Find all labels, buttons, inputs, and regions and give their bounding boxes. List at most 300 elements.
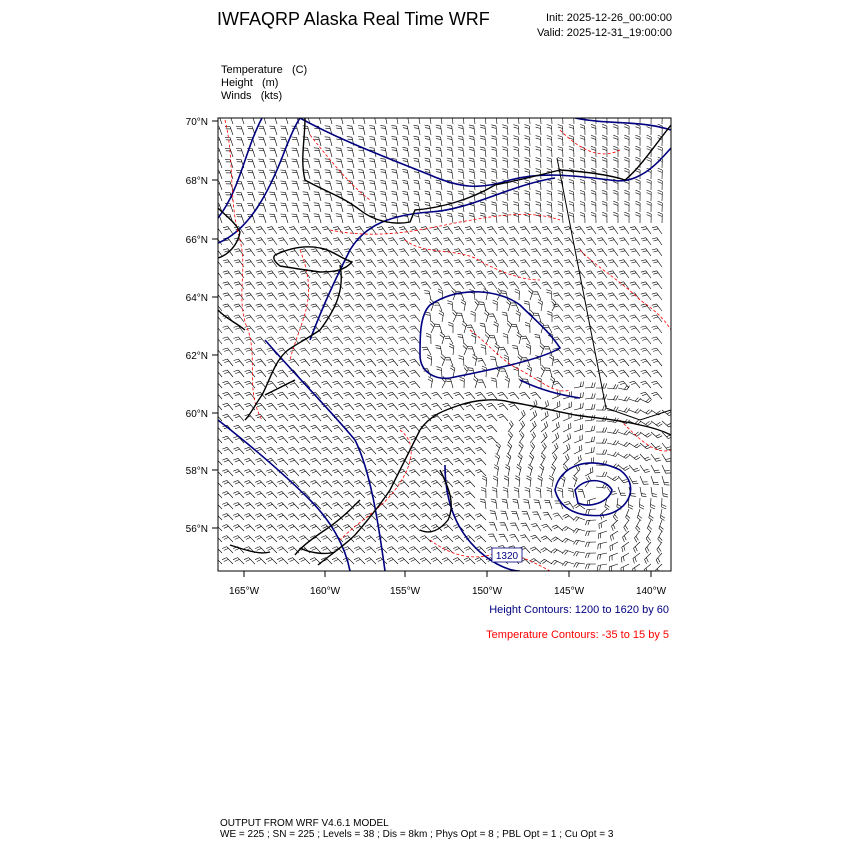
wind-barb [388,403,399,410]
wind-barb [525,191,531,201]
wind-barb [608,260,618,267]
wind-barb [597,348,607,355]
wind-barb [266,491,277,498]
wind-barb [608,227,618,234]
wind-barb [658,113,663,124]
wind-barb [597,282,607,289]
wind-barb [461,300,466,311]
wind-barb [575,370,585,377]
wind-barb [541,536,552,542]
wind-barb [531,260,541,267]
wind-barb [509,282,519,289]
wind-barb [409,536,420,542]
wind-barb [432,403,443,410]
wind-barb [591,201,596,212]
wind-barb [607,440,619,445]
wind-barb [618,408,630,413]
wind-barb [498,260,508,267]
wind-barb [552,443,558,454]
wind-barb [525,202,531,212]
lat-label: 64°N [185,293,208,304]
wind-barb [506,299,511,311]
wind-barb [245,249,255,256]
wind-barb [387,525,398,532]
wind-barb [332,491,343,498]
wind-barb [255,536,266,542]
wind-barb [366,282,376,289]
wind-barb [645,542,651,553]
wind-barb [365,547,376,553]
wind-barb [410,282,420,289]
wind-barb [310,447,321,454]
wind-barb [258,214,266,223]
longitude-labels [229,571,667,597]
init-time: Init: 2025-12-26_00:00:00 [546,12,672,24]
wind-barb [409,503,420,510]
wind-barb [541,548,552,553]
wind-barb [523,500,530,510]
wind-barb [391,169,398,179]
wind-barb [358,137,365,147]
wind-barb [325,181,332,190]
wind-barb [610,531,618,541]
wind-barb [563,514,574,520]
wind-barb [439,311,444,323]
wind-barb [469,213,475,223]
wind-barb [513,147,519,157]
wind-barb [442,414,453,421]
wind-barb [314,170,321,179]
wind-barb [321,480,332,487]
wind-barb [534,500,541,509]
wind-barb [380,125,387,135]
wind-barb [310,525,321,532]
wind-barb [491,213,497,223]
wind-barb [453,469,464,476]
wind-barb [658,124,663,135]
wind-barb [564,271,574,278]
wind-barb [300,304,310,311]
wind-barb [564,326,574,333]
wind-barb [431,425,442,432]
wind-barb [608,326,618,333]
wind-barb [288,558,299,564]
wind-barb [245,271,255,278]
wind-barb [211,503,222,510]
wind-barb [485,332,490,344]
wind-barb [487,227,497,234]
wind-barb [277,480,288,487]
wind-barb [288,491,299,498]
wind-barb [266,525,277,532]
wind-barb [465,271,475,278]
wind-barb [454,238,464,245]
wind-barb [414,191,421,201]
wind-barb [358,170,365,180]
wind-barb [398,425,409,432]
wind-barb [558,213,563,224]
wind-barb [310,458,321,465]
wind-barb [426,333,431,344]
wind-barb [580,201,585,212]
wind-barb [662,465,671,473]
wind-barb [388,260,398,267]
wind-barb [491,125,497,135]
wind-barb [619,249,629,256]
wind-barb [480,158,486,168]
wind-barb [547,147,552,158]
wind-barb [269,203,277,212]
wind-barb [233,447,244,454]
wind-barb [519,442,524,454]
wind-barb [211,491,222,498]
wind-barb [410,326,420,333]
wind-barb [377,260,387,267]
wind-barb [442,558,453,564]
wind-barbs [211,113,673,575]
wind-barb [211,436,222,443]
wind-barb [475,414,486,421]
wind-barb [425,125,431,135]
wind-barb [602,124,607,135]
wind-barb [344,337,354,344]
wind-barb [245,238,255,245]
wind-barb [247,181,255,190]
wind-barb [354,491,365,498]
wind-barb [574,455,581,465]
wind-barb [222,547,233,553]
wind-barb [551,549,563,553]
wind-barb [398,491,409,498]
wind-barb [347,159,354,168]
wind-barb [332,425,343,432]
wind-barb [458,147,464,157]
wind-barb [223,304,233,311]
wind-barb [211,447,222,454]
wind-barb [380,114,387,124]
wind-barb [575,260,585,267]
wind-barb [422,347,431,355]
wind-barb [569,146,574,157]
wind-barb [619,359,629,366]
wind-barb [292,148,300,157]
wind-barb [436,147,442,157]
wind-barb [377,381,388,388]
wind-barb [256,348,266,355]
wind-barb [488,534,497,542]
wind-barb [531,282,541,289]
wind-barb [585,553,596,558]
wind-barb [277,458,288,465]
lon-label: 155°W [389,586,421,597]
wind-barb [586,293,596,300]
wind-barb [469,180,475,190]
wind-barb [421,403,432,410]
wind-barb [517,332,522,344]
wind-barb [490,511,497,520]
wind-barb [377,227,387,234]
wind-barb [310,491,321,498]
wind-barb [464,525,475,532]
wind-barb [409,425,420,432]
wind-barb [544,500,552,509]
lon-label: 165°W [228,586,260,597]
wind-barb [536,202,541,212]
wind-barb [431,514,442,521]
wind-barb [636,190,641,201]
wind-barb [558,136,563,147]
wind-barb [300,348,310,355]
wind-barb [376,469,387,476]
wind-barb [476,392,487,399]
wind-barb [399,348,409,355]
wind-barb [299,425,310,432]
wind-barb [358,181,365,191]
wind-barb [513,114,519,124]
wind-barb [630,359,640,366]
wind-barb [280,192,288,201]
wind-barb [233,425,244,432]
wind-barb [288,536,299,542]
wind-barb [446,379,453,388]
wind-barb [608,348,618,355]
wind-barb [551,560,563,565]
wind-barb [280,115,288,124]
wind-barb [436,367,442,377]
wind-barb [562,527,574,532]
wind-barb [369,203,376,213]
wind-barb [558,114,563,125]
wind-barb [288,514,299,521]
wind-barb [465,392,476,399]
wind-barb [531,227,541,234]
wind-barb [547,114,552,125]
wind-barb [310,414,321,421]
wind-barb [398,447,409,454]
wind-barb [507,442,512,454]
wind-barb [436,125,442,135]
wind-barb [267,293,277,300]
wind-barb [300,392,311,399]
wind-barb [222,480,233,487]
wind-barb [591,157,596,168]
wind-barb [244,491,255,498]
wind-barb [420,458,431,465]
wind-barb [376,480,387,487]
wind-barb [428,377,433,388]
wind-barb [539,464,544,476]
lat-label: 70°N [185,117,208,128]
wind-barb [299,525,310,532]
wind-barb [332,436,343,443]
map-frame [218,118,671,571]
wind-barb [369,159,376,169]
wind-barb [563,433,571,443]
wind-barb [536,125,541,135]
wind-barb [553,381,564,388]
wind-barb [212,249,222,256]
wind-barb [269,137,277,146]
contour-label-box [492,548,522,562]
wind-barb [236,115,244,124]
wind-barb [289,227,299,234]
wind-barb [278,337,288,344]
wind-barb [266,447,277,454]
wind-barb [480,136,486,146]
wind-barb [410,304,420,311]
wind-barb [489,523,497,532]
wind-barb [278,392,289,399]
wind-barb [211,480,222,487]
wind-barb [325,203,332,212]
wind-barb [483,289,488,301]
wind-barb [410,337,420,344]
wind-barb [491,499,497,509]
wind-barb [652,282,662,289]
wind-barb [618,430,630,435]
wind-barb [256,293,266,300]
wind-barb [311,249,321,256]
wind-barb [233,480,244,487]
wind-barb [289,315,299,322]
wind-barb [630,227,640,234]
wind-barb [332,558,343,564]
wind-barb [376,458,387,465]
wind-barb [531,392,542,399]
wind-barb [564,348,574,355]
wind-barb [277,514,288,521]
wind-barb [458,158,464,168]
wind-barb [569,190,574,201]
wind-barb [325,170,332,179]
wind-barb [464,480,475,487]
wind-barb [344,348,354,355]
wind-barb [498,249,508,256]
wind-barb [366,326,376,333]
wind-barb [591,124,596,135]
wind-barb [332,458,343,465]
height-contours [218,118,671,571]
wind-barb [542,524,553,531]
wind-barb [624,146,629,157]
latitude-labels [186,117,218,535]
wind-barb [420,536,431,542]
wind-barb [465,249,475,256]
wind-barb [464,469,475,476]
wind-barb [225,126,233,135]
wind-barb [517,464,522,476]
wind-barb [519,432,524,444]
wind-barb [619,326,629,333]
wind-barb [321,469,332,476]
wind-barb [480,499,486,509]
wind-barb [267,271,277,278]
wind-barb [388,271,398,278]
wind-barb [608,238,618,245]
wind-barb [410,271,420,278]
wind-barb [255,425,266,432]
wind-barb [443,392,454,399]
wind-barb [574,552,585,557]
wind-barb [288,503,299,510]
wind-barb [532,512,541,520]
wind-barb [477,358,486,366]
wind-barb [212,392,223,399]
wind-barb [234,392,245,399]
wind-barb [398,558,409,564]
wind-barb [656,564,663,575]
wind-barb [563,444,570,454]
wind-barb [236,126,244,135]
wind-barb [245,359,255,366]
wind-barb [366,381,377,388]
wind-barb [514,487,519,498]
wind-barb [256,249,266,256]
wind-barb [355,337,365,344]
wind-barb [553,238,563,245]
wind-barb [399,381,410,388]
wind-barb [591,135,596,146]
wind-barb [564,315,574,322]
wind-barb [465,238,475,245]
wind-barb [233,536,244,542]
wind-barb [624,135,629,146]
wind-barb [509,249,519,256]
wind-barb [310,514,321,521]
wind-barb [211,414,222,421]
wind-barb [649,509,654,521]
wind-barb [420,503,431,510]
wind-barb [586,238,596,245]
wind-barb [442,425,453,432]
wind-barb [211,558,222,564]
wind-barb [498,282,508,289]
wind-barb [355,249,365,256]
wind-barb [580,190,585,201]
wind-barb [531,249,541,256]
wind-barb [278,238,288,245]
wind-barb [591,146,596,157]
wind-barb [569,201,574,212]
wind-barb [658,531,663,543]
wind-barb [377,293,387,300]
wind-barb [480,114,486,124]
wind-barb [388,282,398,289]
wind-barb [432,392,443,399]
wind-barb [233,414,244,421]
wind-barb [525,147,531,157]
wind-barb [347,115,354,124]
wind-barb [564,359,574,366]
wind-barb [502,202,508,212]
wind-barb [223,359,233,366]
wind-barb [458,334,465,344]
wind-barb [495,453,500,465]
wind-barb [640,476,649,484]
wind-barb [321,547,332,553]
wind-barb [299,536,310,542]
wind-barb [299,503,310,510]
wind-barb [536,191,541,201]
wind-barb [547,191,552,202]
wind-barb [410,293,420,300]
wind-barb [311,337,321,344]
wind-barb [476,271,486,278]
wind-barb [586,227,596,234]
wind-barb [553,293,563,300]
wind-barb [552,454,557,466]
wind-barb [420,436,431,443]
